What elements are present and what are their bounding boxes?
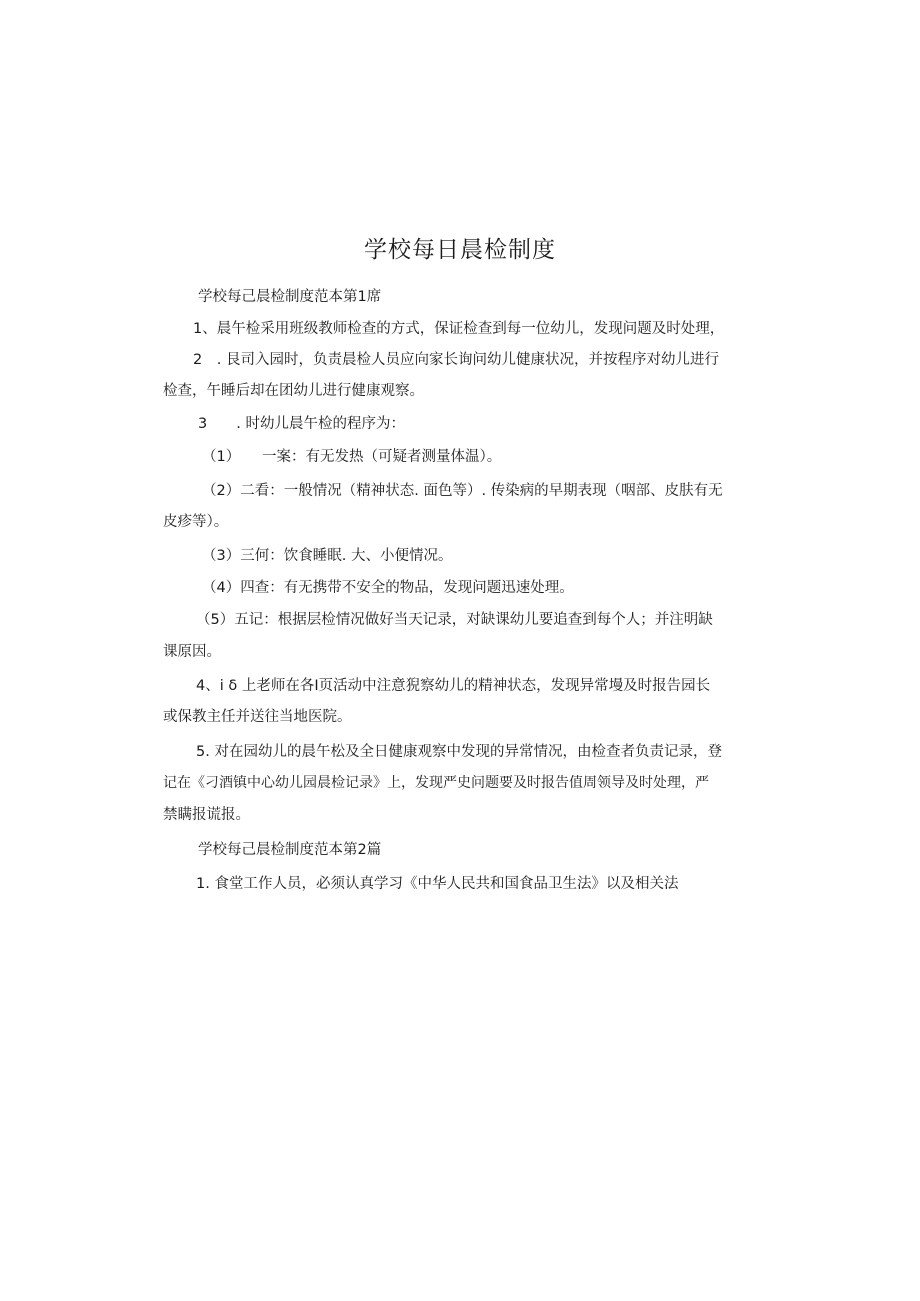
list-item: （5）五记：根据层检情况做好当天记录，对缺课幼儿要追查到每个人；并注明缺 bbox=[196, 612, 713, 628]
paragraph-line: 禁瞒报谎报。 bbox=[163, 807, 250, 823]
paragraph-line: 3 . 时幼儿晨午检的程序为： bbox=[198, 416, 405, 432]
document-title: 学校每日晨检制度 bbox=[364, 237, 556, 264]
paragraph-line: 记在《刁酒镇中心幼儿园晨检记录》上，发现严史问题要及时报告值周领导及时处理，严 bbox=[163, 775, 709, 791]
paragraph-line: 或保教主任并送往当地医院。 bbox=[163, 709, 352, 725]
paragraph-line: 5. 对在园幼儿的晨午松及全日健康观察中发现的异常情况，由检查者负责记录，登 bbox=[196, 744, 722, 760]
paragraph-line: 2 . 艮司入园时，负责晨检人员应向家长询问幼儿健康状况，并按程序对幼儿进行 bbox=[193, 352, 719, 368]
paragraph-line: 课原因。 bbox=[163, 644, 221, 660]
paragraph-line: 4、i δ 上老师在各I页活动中注意猊察幼儿的精神状态，发现异常墁及时报告园长 bbox=[196, 678, 711, 694]
list-item: （2）二看：一般情况（精神状态. 面色等）. 传染病的早期表现（咽部、皮肤有无 bbox=[202, 483, 723, 499]
paragraph-line: 1、晨午检采用班级教师检查的方式，保证检查到每一位幼儿，发现问题及时处理， bbox=[193, 321, 725, 337]
paragraph-line: 检查，午睡后却在团幼儿进行健康观察。 bbox=[163, 383, 424, 399]
section-heading-1: 学校每己晨检制度范本第1席 bbox=[198, 289, 382, 305]
section-heading-2: 学校每己晨检制度范本第2篇 bbox=[198, 842, 382, 858]
list-item: （1） 一案：有无发热（可疑者测量体温）。 bbox=[202, 449, 502, 465]
list-item: （3）三何：饮食睡眠. 大、小便情况。 bbox=[202, 548, 453, 564]
paragraph-line: 1. 食堂工作人员，必须认真学习《中华人民共和国食品卫生法》以及相关法 bbox=[196, 876, 679, 892]
paragraph-line: 皮疹等）。 bbox=[163, 514, 229, 530]
list-item: （4）四查：有无携带不安全的物品，发现问题迅速处理。 bbox=[202, 580, 574, 596]
